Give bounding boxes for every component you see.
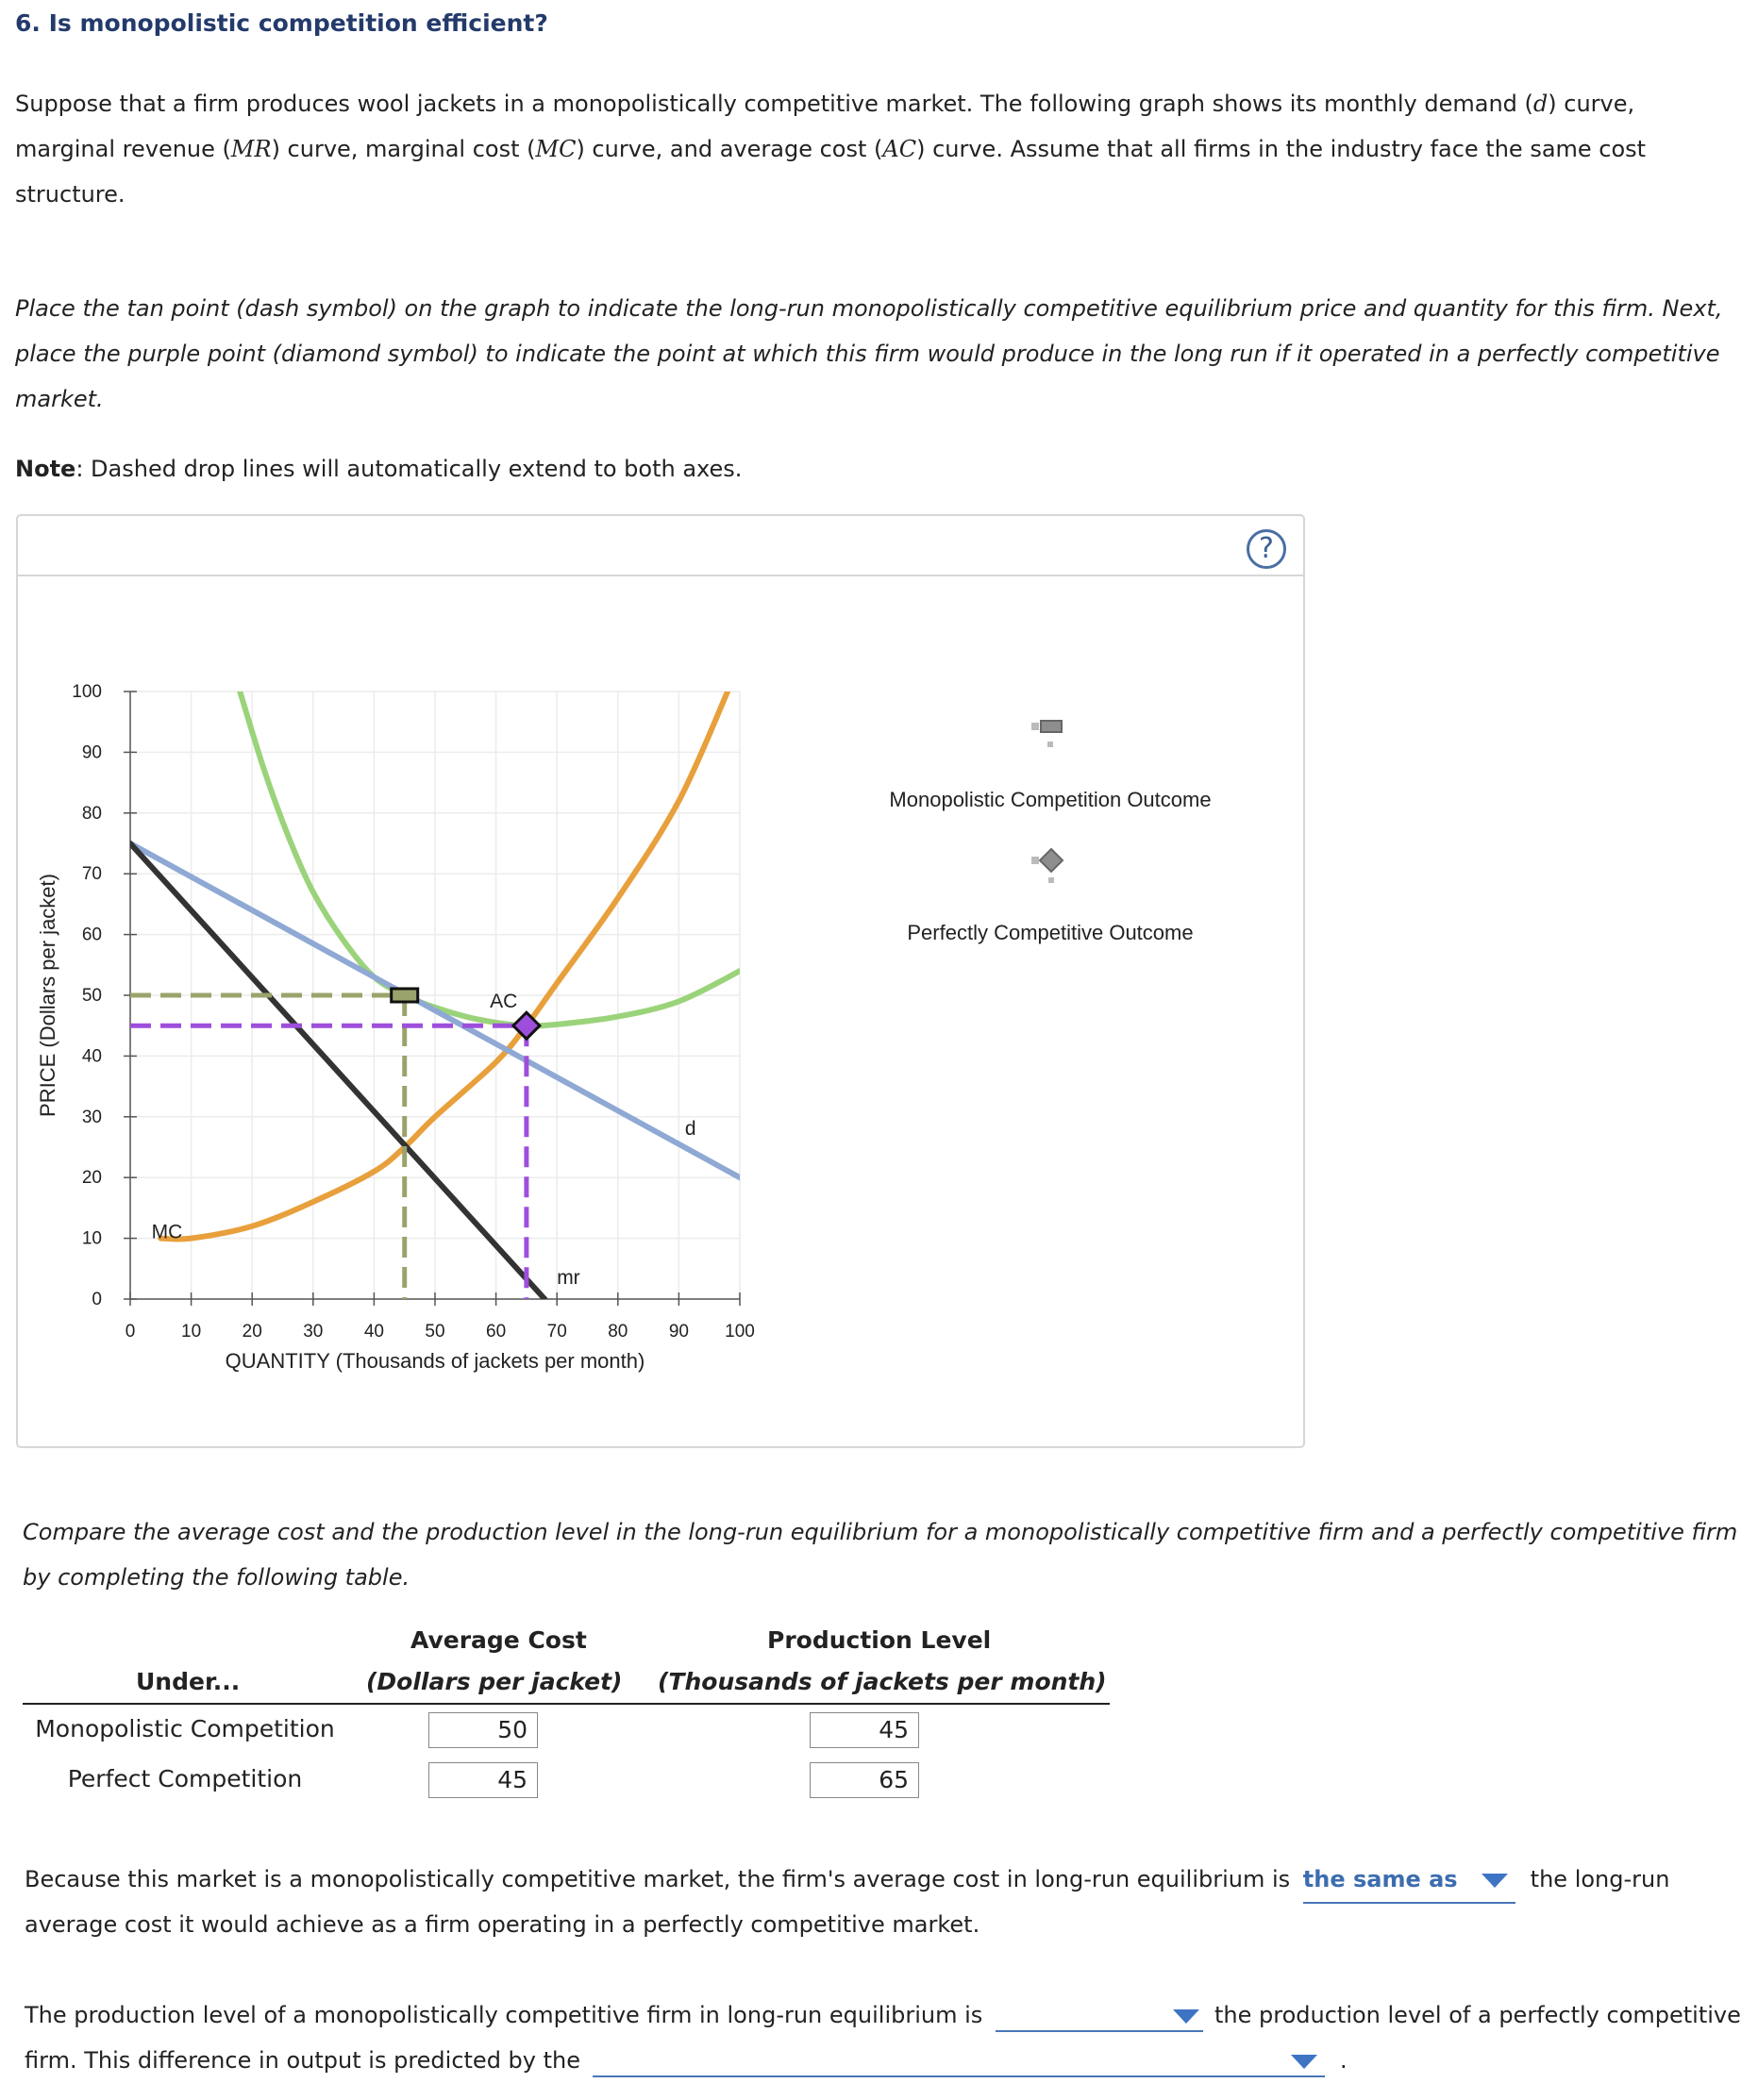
- q1-line-2: average cost it would achieve as a firm operating in a perfectly competitive market.: [25, 1911, 980, 1938]
- chevron-down-icon: [1482, 1874, 1508, 1888]
- legend-dash-dot-below: [1047, 742, 1053, 747]
- legend-label-competitive: Perfectly Competitive Outcome: [907, 921, 1194, 944]
- q2-text-before: The production level of a monopolistically competitive firm in long-run equilibrium is: [25, 2002, 983, 2028]
- curve-ac: [240, 692, 740, 1025]
- curve-label-d: d: [684, 1118, 696, 1141]
- intro-math-mr: MR: [230, 136, 272, 162]
- q2-line-2: firm. This difference in output is predicted by the: [25, 2047, 581, 2074]
- q2-dropdown[interactable]: [996, 2002, 1203, 2032]
- intro-math-d: d: [1532, 91, 1549, 117]
- y-tick-label-30: 30: [81, 1107, 102, 1127]
- x-tick-label-90: 90: [668, 1322, 689, 1342]
- chevron-down-icon: [1173, 2009, 1199, 2024]
- note-label: Note: [15, 456, 76, 482]
- droplines-layer: [130, 995, 527, 1299]
- question-1: [25, 1857, 1669, 1904]
- x-axis-label: QUANTITY (Thousands of jackets per month): [225, 1349, 645, 1373]
- labels-layer: [152, 991, 696, 1289]
- y-tick-label-40: 40: [81, 1046, 102, 1067]
- chevron-down-icon: [1291, 2055, 1317, 2069]
- col-header-average-cost: Average Cost: [410, 1626, 587, 1654]
- x-tick-label-100: 100: [725, 1322, 755, 1342]
- intro-text-7: structure.: [15, 181, 126, 208]
- intro-text-6: ) curve. Assume that all firms in the industry face the same cost: [916, 136, 1647, 162]
- y-tick-label-100: 100: [72, 682, 102, 702]
- intro-text-5: ) curve, and average cost (: [576, 136, 883, 162]
- y-tick-label-60: 60: [81, 925, 102, 945]
- avg-cost-monopolistic-input[interactable]: 50: [428, 1712, 538, 1748]
- intro-math-ac: AC: [882, 136, 917, 162]
- intro-text-3: marginal revenue (: [15, 136, 231, 162]
- curve-label-ac: AC: [490, 990, 518, 1012]
- x-tick-label-0: 0: [125, 1322, 136, 1342]
- y-tick-label-0: 0: [92, 1290, 102, 1309]
- x-tick-label-50: 50: [425, 1322, 445, 1342]
- legend-dash-symbol: [1041, 721, 1062, 732]
- row-label-monopolistic: Monopolistic Competition: [35, 1715, 335, 1742]
- intro-text-2: ) curve,: [1548, 91, 1635, 117]
- production-perfect-input[interactable]: 65: [810, 1762, 919, 1798]
- col-header-production-level: Production Level: [767, 1626, 992, 1654]
- intro-math-mc: MC: [535, 136, 577, 162]
- q1-text-before: Because this market is a monopolistically competitive market, the firm's average cost in long-run equilibrium is: [25, 1866, 1291, 1892]
- legend-label-monopolistic: Monopolistic Competition Outcome: [889, 788, 1212, 811]
- q2-end: .: [1340, 2047, 1348, 2074]
- q2-theory-dropdown[interactable]: [593, 2047, 1325, 2077]
- table-header-rule: [23, 1703, 1110, 1705]
- curve-label-mr: mr: [557, 1266, 580, 1289]
- x-tick-label-30: 30: [303, 1322, 324, 1342]
- instruction-line-3: market.: [15, 386, 104, 412]
- legend-diamond-dot-below: [1048, 877, 1054, 883]
- col-subheader-average-cost: (Dollars per jacket): [366, 1668, 623, 1695]
- q1-dropdown[interactable]: [1303, 1857, 1515, 1904]
- point-monopolistic-outcome[interactable]: [392, 989, 418, 1002]
- y-tick-label-20: 20: [81, 1168, 102, 1189]
- q2-text-after: the production level of a perfectly competitive: [1214, 2002, 1741, 2028]
- x-tick-label-60: 60: [486, 1322, 507, 1342]
- intro-text-1: Suppose that a firm produces wool jackets in a monopolistically competitive market. The following graph shows its monthly demand (: [15, 91, 1533, 117]
- y-tick-label-80: 80: [81, 803, 102, 824]
- table-intro-line-1: Compare the average cost and the production level in the long-run equilibrium for a monopolistically competitive firm and a perfectly competitive firm: [23, 1519, 1738, 1545]
- x-tick-label-20: 20: [242, 1322, 262, 1342]
- legend-item-competitive[interactable]: [907, 849, 1193, 944]
- legend-diamond-dot-left: [1031, 857, 1039, 864]
- help-icon[interactable]: ?: [1247, 529, 1286, 569]
- curve-label-mc: MC: [151, 1221, 183, 1243]
- q1-dropdown-value: the same as: [1302, 1866, 1458, 1892]
- avg-cost-perfect-input[interactable]: 45: [428, 1762, 538, 1798]
- legend-dash-dot-left: [1031, 723, 1039, 730]
- production-monopolistic-input[interactable]: 45: [810, 1712, 919, 1748]
- x-tick-label-80: 80: [608, 1322, 628, 1342]
- y-tick-label-90: 90: [81, 742, 102, 763]
- question-title: 6. Is monopolistic competition efficient?: [15, 9, 548, 37]
- x-tick-label-10: 10: [181, 1322, 202, 1342]
- q1-text-after: the long-run: [1530, 1866, 1670, 1892]
- x-tick-label-70: 70: [546, 1322, 567, 1342]
- x-tick-label-40: 40: [363, 1322, 384, 1342]
- table-intro-line-2: by completing the following table.: [23, 1564, 410, 1591]
- intro-text-4: ) curve, marginal cost (: [271, 136, 536, 162]
- instruction-line-1: Place the tan point (dash symbol) on the graph to indicate the long-run monopolistically competitive equilibrium price and quantity for this firm. Next,: [15, 295, 1723, 322]
- y-axis-label: PRICE (Dollars per jacket): [36, 874, 59, 1117]
- legend-diamond-symbol: [1040, 849, 1063, 872]
- curve-mc: [160, 692, 728, 1240]
- y-tick-label-10: 10: [81, 1228, 102, 1249]
- row-label-perfect: Perfect Competition: [67, 1765, 303, 1792]
- col-subheader-production-level: (Thousands of jackets per month): [658, 1668, 1107, 1695]
- y-tick-label-50: 50: [81, 986, 102, 1006]
- instruction-line-2: place the purple point (diamond symbol) to indicate the point at which this firm would produce in the long run if it operated in a perfectly competitive: [15, 341, 1720, 367]
- note-text: : Dashed drop lines will automatically extend to both axes.: [75, 456, 743, 482]
- col-header-under: Under...: [136, 1668, 241, 1695]
- table-intro: [23, 1509, 1750, 1600]
- legend-item-monopolistic[interactable]: [889, 721, 1211, 811]
- y-tick-label-70: 70: [81, 864, 102, 885]
- legend-layer: [889, 721, 1211, 944]
